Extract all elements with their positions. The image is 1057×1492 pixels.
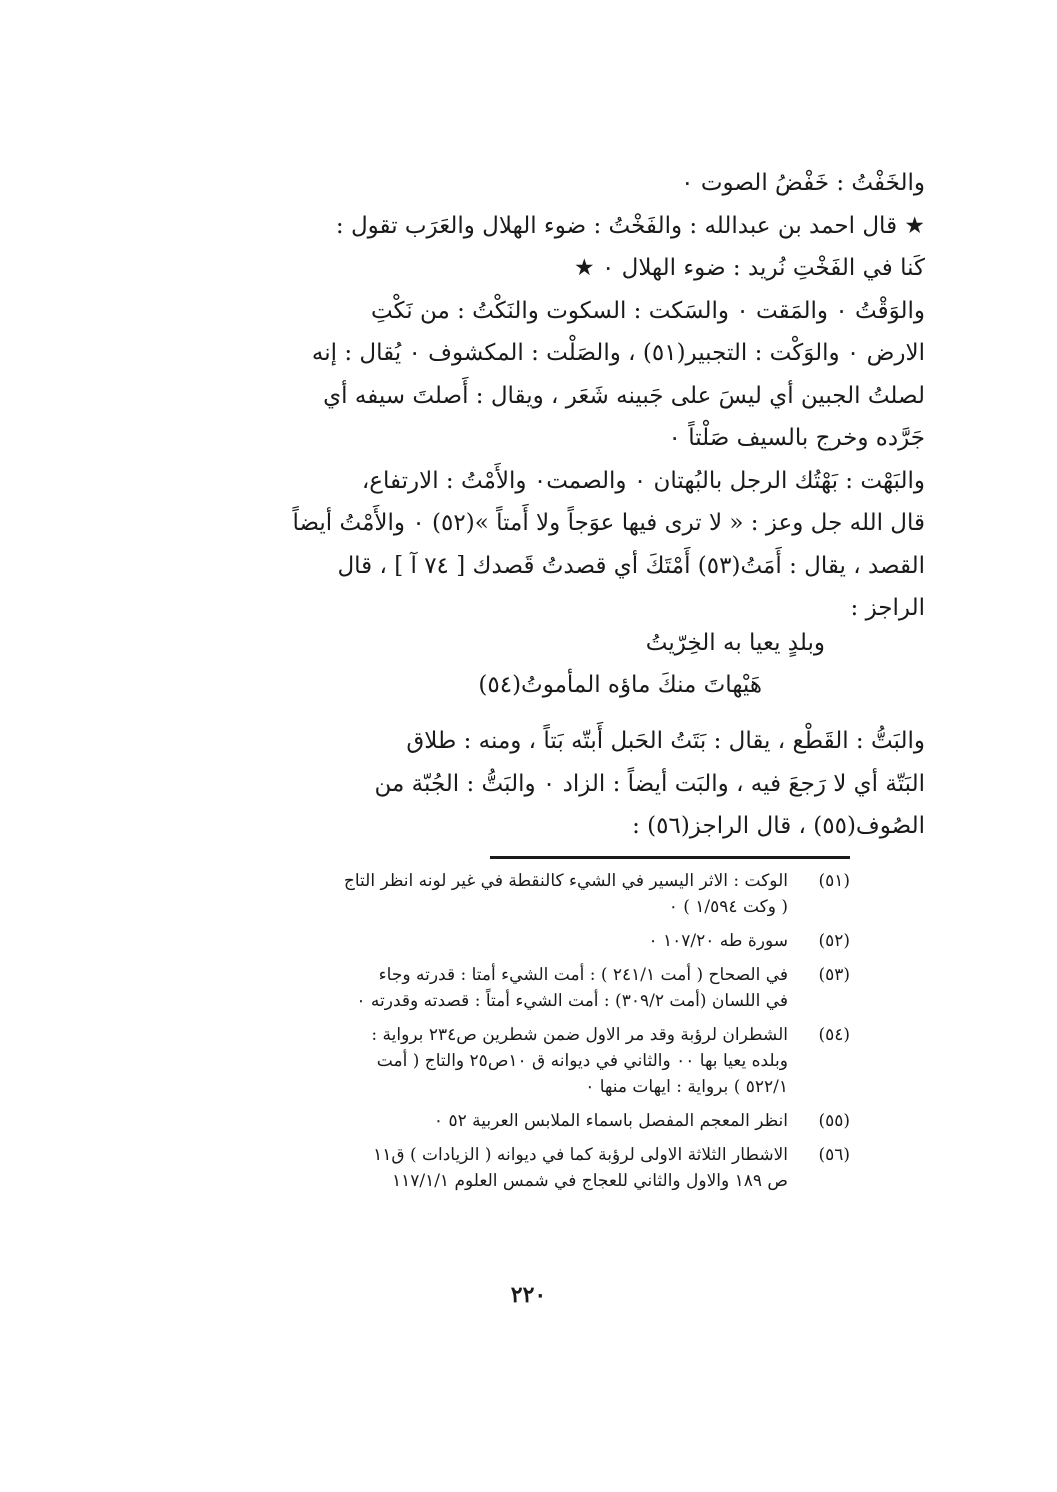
footnote-number: (٥٢)	[818, 931, 850, 951]
footnote-54	[150, 1022, 850, 1100]
footnote-number: (٥٤)	[818, 1025, 850, 1045]
text-line: القصد ، يقال : أَمَتُ(٥٣) أَمْتَكَ أي قصدتُ قَصدك [ ٧٤ آ ] ، قال	[337, 552, 925, 579]
footnote-line: ٥٢٢/١ ) برواية : ايهات منها ٠	[585, 1077, 788, 1097]
text-line: جَرَّده وخرج بالسيف صَلْتاً ٠	[668, 425, 925, 451]
footnote-56	[150, 1142, 850, 1194]
text-line: والبَتُّ : القَطْع ، يقال : بَتَتُ الحَبل أَبتّه بَتاً ، ومنه : طلاق	[406, 728, 925, 754]
footnote-51	[150, 868, 850, 920]
text-line: والخَفْتُ : خَفْضُ الصوت ٠	[681, 170, 925, 196]
footnote-line: الوكت : الاثر اليسير في الشيء كالنقطة في غير لونه انظر التاج	[343, 871, 788, 891]
main-text-block	[150, 162, 925, 630]
verse-line-1: وبلدٍ يعيا به الخِرّيتُ	[645, 630, 825, 656]
text-line: الصُوف(٥٥) ، قال الراجز(٥٦) :	[632, 813, 925, 839]
footnote-line: ص ١٨٩ والاول والثاني للعجاج في شمس العلوم ١١٧/١/١	[391, 1171, 788, 1191]
footnote-number: (٥١)	[818, 871, 850, 891]
text-line: ★ قال احمد بن عبدالله : والفَخْتُ : ضوء الهلال والعَرَب تقول :	[335, 212, 925, 239]
text-line: والوَقْتُ ٠ والمَقت ٠ والسَكت : السكوت والنَكْتُ : من نَكْتِ	[370, 297, 925, 324]
footnote-line: في اللسان (أمت ٣٠٩/٢) : أمت الشيء أمتاً : قصدته وقدرته ٠	[356, 991, 788, 1011]
footnote-line: سورة طه ١٠٧/٢٠ ٠	[648, 931, 788, 951]
footnote-52	[150, 928, 850, 954]
footnote-separator	[490, 856, 850, 859]
footnote-line: الشطران لرؤبة وقد مر الاول ضمن شطرين ص٢٣٤ برواية :	[371, 1025, 788, 1045]
footnotes	[150, 868, 850, 1202]
footnote-55	[150, 1108, 850, 1134]
footnote-line: انظر المعجم المفصل باسماء الملابس العربية ٥٢ ٠	[433, 1111, 788, 1131]
footnote-line: في الصحاح ( أمت ٢٤١/١ ) : أمت الشيء أمتا : قدرته وجاء	[378, 965, 788, 985]
text-line: لصلتُ الجبين أي ليسَ على جَبينه شَعَر ، ويقال : أَصلتَ سيفه أي	[323, 382, 925, 409]
text-line: البَتّة أي لا رَجعَ فيه ، والبَت أيضاً : الزاد ٠ والبَتُّ : الجُبّة من	[374, 770, 925, 797]
footnote-line: ( وكت ١/٥٩٤ ) ٠	[668, 897, 788, 917]
text-line: كَنا في الفَخْتِ نُريد : ضوء الهلال ٠ ★	[574, 255, 925, 281]
main-text-block-2	[150, 720, 925, 848]
text-line: والبَهْت : بَهْتُك الرجل بالبُهتان ٠ والصمت٠ والأَمْتُ : الارتفاع،	[361, 467, 925, 494]
footnote-line: الاشطار الثلاثة الاولى لرؤبة كما في ديوانه ( الزيادات ) ق١١	[373, 1145, 788, 1165]
footnote-line: وبلده يعيا بها ٠٠ والثاني في ديوانه ق ١٠ص٢٥ والتاج ( أمت	[376, 1051, 788, 1071]
text-line: الارض ٠ والوَكْت : التجبير(٥١) ، والصَلْت : المكشوف ٠ يُقال : إنه	[311, 340, 925, 366]
text-line: الراجز :	[850, 595, 925, 621]
footnote-53	[150, 962, 850, 1014]
footnote-number: (٥٣)	[818, 965, 850, 985]
text-line: قال الله جل وعز : « لا ترى فيها عوَجاً ولا أَمتاً »(٥٢) ٠ والأَمْتُ أيضاً	[292, 510, 925, 536]
footnote-number: (٥٥)	[818, 1111, 850, 1131]
verse-line-2: هَيْهاتَ منكَ ماؤه المأموتُ(٥٤)	[478, 672, 762, 698]
footnote-number: (٥٦)	[818, 1145, 850, 1165]
page-number: ٢٢٠	[510, 1282, 547, 1308]
